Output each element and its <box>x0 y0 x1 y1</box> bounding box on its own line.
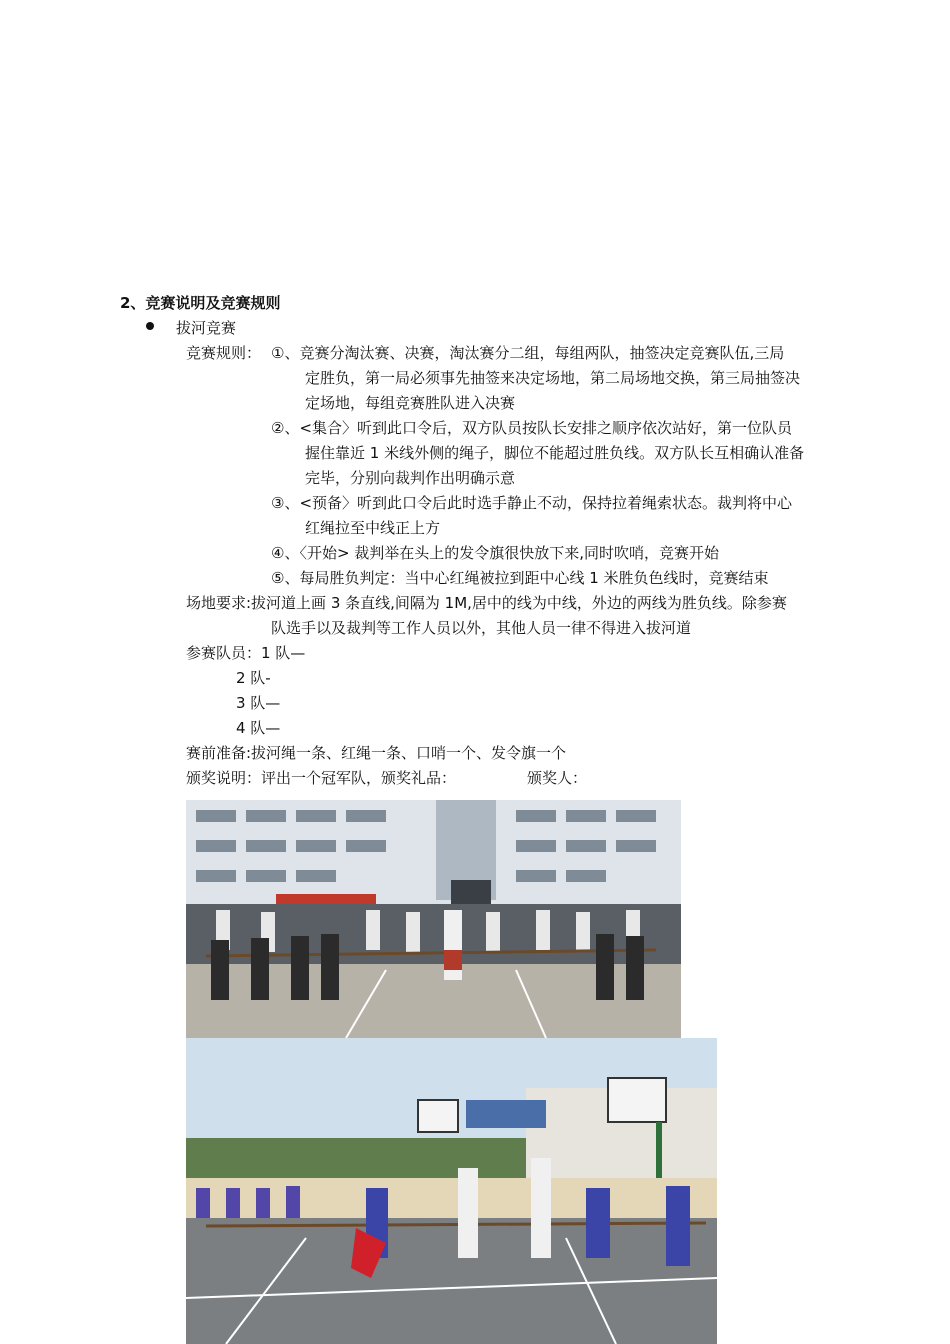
award-presenter: 颁奖人： <box>527 769 588 787</box>
rule-1-line-3: 定场地，每组竞赛胜队进入决赛 <box>305 394 516 412</box>
bullet-dot <box>146 322 154 330</box>
rule-2-line-2: 握住靠近 1 米线外侧的绳子，脚位不能超过胜负线。双方队长互相确认准备 <box>305 444 805 462</box>
team-4: 4 队— <box>236 719 281 737</box>
bullet-title: 拔河竞赛 <box>176 319 237 337</box>
rule-2-line-3: 完毕，分别向裁判作出明确示意 <box>305 469 516 487</box>
tug-of-war-photo-2 <box>186 1038 717 1344</box>
rule-1-line-2: 定胜负，第一局必须事先抽签来决定场地，第二局场地交换，第三局抽签决 <box>305 369 801 387</box>
section-heading: 2、竞赛说明及竞赛规则 <box>120 294 281 312</box>
venue-line-1: 场地要求:拔河道上画 3 条直线,间隔为 1M,居中的线为中线，外边的两线为胜负线。除参赛 <box>186 594 787 612</box>
rule-4-line-1: ④、〈开始> 裁判举在头上的发令旗很快放下来,同时吹哨，竞赛开始 <box>271 544 720 562</box>
teams-label: 参赛队员：1 队— <box>186 644 306 662</box>
rule-3-line-2: 红绳拉至中线正上方 <box>305 519 441 537</box>
venue-line-2: 队选手以及裁判等工作人员以外，其他人员一律不得进入拔河道 <box>271 619 692 637</box>
rule-3-line-1: ③、<预备〉听到此口令后此时选手静止不动，保持拉着绳索状态。裁判将中心 <box>271 494 793 512</box>
preparation: 赛前准备:拔河绳一条、红绳一条、口哨一个、发令旗一个 <box>186 744 567 762</box>
team-3: 3 队— <box>236 694 281 712</box>
rules-label: 竞赛规则： <box>186 344 262 362</box>
rule-5-line-1: ⑤、每局胜负判定：当中心红绳被拉到距中心线 1 米胜负色线时，竞赛结束 <box>271 569 769 587</box>
tug-of-war-photo-1 <box>186 800 681 1038</box>
rule-2-line-1: ②、<集合〉听到此口令后，双方队员按队长安排之顺序依次站好，第一位队员 <box>271 419 793 437</box>
rule-1-line-1: ①、竞赛分淘汰赛、决赛，淘汰赛分二组，每组两队，抽签决定竞赛队伍,三局 <box>271 344 785 362</box>
award-text: 颁奖说明：评出一个冠军队，颁奖礼品： <box>186 769 457 787</box>
team-2: 2 队- <box>236 669 271 687</box>
